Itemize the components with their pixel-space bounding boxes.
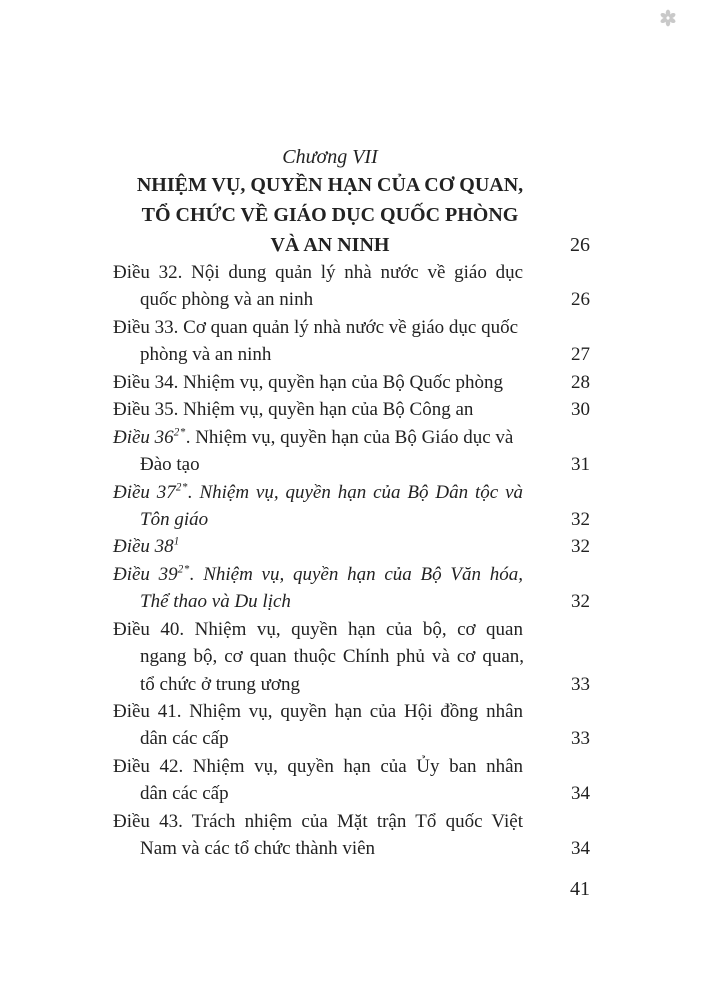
toc-row bbox=[113, 424, 590, 451]
toc-text-segment: dân các cấp bbox=[140, 728, 229, 750]
toc-page-number: 34 bbox=[571, 838, 590, 860]
toc-page-number: 34 bbox=[571, 783, 590, 805]
toc-page-number: 26 bbox=[571, 289, 590, 311]
toc-row bbox=[113, 533, 590, 560]
toc-text-segment: Điều 36 bbox=[113, 426, 174, 448]
toc-text-segment: . Nhiệm vụ, quyền hạn của Bộ Dân tộc và bbox=[187, 481, 523, 503]
toc-row bbox=[113, 753, 590, 780]
toc-row bbox=[113, 506, 590, 533]
toc-text-segment: Điều 34. Nhiệm vụ, quyền hạn của Bộ Quốc phòng bbox=[113, 371, 503, 393]
chapter-title-text: TỔ CHỨC VỀ GIÁO DỤC QUỐC PHÒNG bbox=[141, 204, 519, 226]
toc-row bbox=[113, 396, 590, 423]
toc-row-text bbox=[140, 451, 200, 478]
toc-text-segment: Nam và các tổ chức thành viên bbox=[140, 838, 376, 860]
toc-row-text bbox=[113, 479, 523, 506]
toc-row bbox=[113, 479, 590, 506]
toc-text-segment: quốc phòng và an ninh bbox=[140, 289, 314, 311]
flower-ornament-icon bbox=[659, 9, 677, 27]
toc-row-text bbox=[113, 698, 523, 725]
chapter-title-line bbox=[113, 200, 590, 230]
toc-text-segment: Điều 37 bbox=[113, 481, 176, 503]
toc-text-segment: 1 bbox=[173, 536, 180, 549]
toc-row-text bbox=[113, 753, 523, 780]
toc-text-segment: tổ chức ở trung ương bbox=[140, 673, 300, 695]
toc-row-text bbox=[140, 506, 208, 533]
chapter-label: Chương VII bbox=[282, 146, 378, 168]
toc-row bbox=[113, 451, 590, 478]
chapter-title-line bbox=[113, 230, 590, 260]
chapter-title-text: NHIỆM VỤ, QUYỀN HẠN CỦA CƠ QUAN, bbox=[136, 174, 524, 196]
toc-row bbox=[113, 588, 590, 615]
toc-page-number: 32 bbox=[571, 508, 590, 530]
toc-page-number: 32 bbox=[571, 536, 590, 558]
toc-row bbox=[113, 369, 590, 396]
toc-row bbox=[113, 561, 590, 588]
toc-text-segment: Điều 38 bbox=[113, 536, 174, 558]
chapter-page-number: 26 bbox=[570, 234, 590, 256]
toc-text-segment: 2* bbox=[177, 563, 190, 576]
toc-page-number: 30 bbox=[571, 399, 590, 421]
toc-text-segment: Điều 42. Nhiệm vụ, quyền hạn của Ủy ban nhân bbox=[113, 755, 523, 777]
toc-row-text bbox=[113, 533, 180, 560]
toc-text-segment: Đào tạo bbox=[140, 454, 200, 476]
toc-row-text bbox=[113, 314, 518, 341]
toc-text-segment: Điều 32. Nội dung quản lý nhà nước về giáo dục bbox=[113, 262, 523, 283]
toc-row-text bbox=[113, 616, 523, 643]
toc-row bbox=[113, 259, 590, 286]
toc-row-text bbox=[140, 588, 291, 615]
toc-entries bbox=[113, 259, 590, 863]
toc-row bbox=[113, 808, 590, 835]
toc-row bbox=[113, 643, 590, 670]
toc-text-segment: Điều 39 bbox=[113, 563, 178, 585]
toc-page-number: 33 bbox=[571, 673, 590, 695]
chapter-title-line bbox=[113, 170, 590, 200]
toc-text-segment: Điều 33. Cơ quan quản lý nhà nước về giáo dục quốc bbox=[113, 316, 519, 338]
toc-text-segment: 2* bbox=[173, 426, 186, 439]
toc-row-text bbox=[113, 424, 513, 451]
toc-text-segment: 2* bbox=[175, 481, 188, 494]
toc-row-text bbox=[140, 725, 229, 752]
toc-page-number: 31 bbox=[571, 454, 590, 476]
toc-text-segment: Điều 41. Nhiệm vụ, quyền hạn của Hội đồng nhân bbox=[113, 701, 523, 722]
toc-row-text bbox=[140, 286, 313, 313]
toc-text-segment: Thể thao và Du lịch bbox=[140, 591, 291, 613]
toc-row-text bbox=[113, 808, 523, 835]
toc-page-number: 28 bbox=[571, 371, 590, 393]
toc-text-segment: Tôn giáo bbox=[140, 508, 209, 530]
toc-row bbox=[113, 725, 590, 752]
toc-text-segment: phòng và an ninh bbox=[140, 344, 272, 366]
toc-row bbox=[113, 616, 590, 643]
folio-page-number: 41 bbox=[570, 878, 590, 900]
toc-row-text bbox=[113, 259, 523, 286]
toc-row-text bbox=[140, 780, 229, 807]
toc-row-text bbox=[113, 396, 473, 423]
toc-row bbox=[113, 671, 590, 698]
toc-page-number: 33 bbox=[571, 728, 590, 750]
toc-page-number: 27 bbox=[571, 344, 590, 366]
toc-row-text bbox=[140, 643, 524, 670]
toc-row bbox=[113, 314, 590, 341]
toc-text-segment: . Nhiệm vụ, quyền hạn của Bộ Văn hóa, bbox=[189, 563, 523, 585]
toc-row bbox=[113, 286, 590, 313]
toc-row-text bbox=[113, 369, 503, 396]
toc-row bbox=[113, 780, 590, 807]
toc-row-text bbox=[140, 671, 300, 698]
toc-row-text bbox=[140, 341, 271, 368]
toc-text-segment: . Nhiệm vụ, quyền hạn của Bộ Giáo dục và bbox=[185, 426, 514, 448]
chapter-title-text: VÀ AN NINH bbox=[270, 234, 390, 256]
toc-row bbox=[113, 835, 590, 862]
toc-text-segment: dân các cấp bbox=[140, 783, 229, 805]
toc-text-segment: Điều 40. Nhiệm vụ, quyền hạn của bộ, cơ quan bbox=[113, 618, 523, 640]
toc-row-text bbox=[113, 561, 523, 588]
toc-page-number: 32 bbox=[571, 591, 590, 613]
toc-row bbox=[113, 341, 590, 368]
toc-text-segment: Điều 35. Nhiệm vụ, quyền hạn của Bộ Công an bbox=[113, 399, 474, 421]
toc-row-text bbox=[140, 835, 375, 862]
toc-text-segment: Điều 43. Trách nhiệm của Mặt trận Tổ quốc Việt bbox=[113, 810, 523, 832]
toc-row bbox=[113, 698, 590, 725]
toc-text-segment: ngang bộ, cơ quan thuộc Chính phủ và cơ quan, bbox=[140, 646, 524, 668]
chapter-heading bbox=[113, 144, 590, 260]
